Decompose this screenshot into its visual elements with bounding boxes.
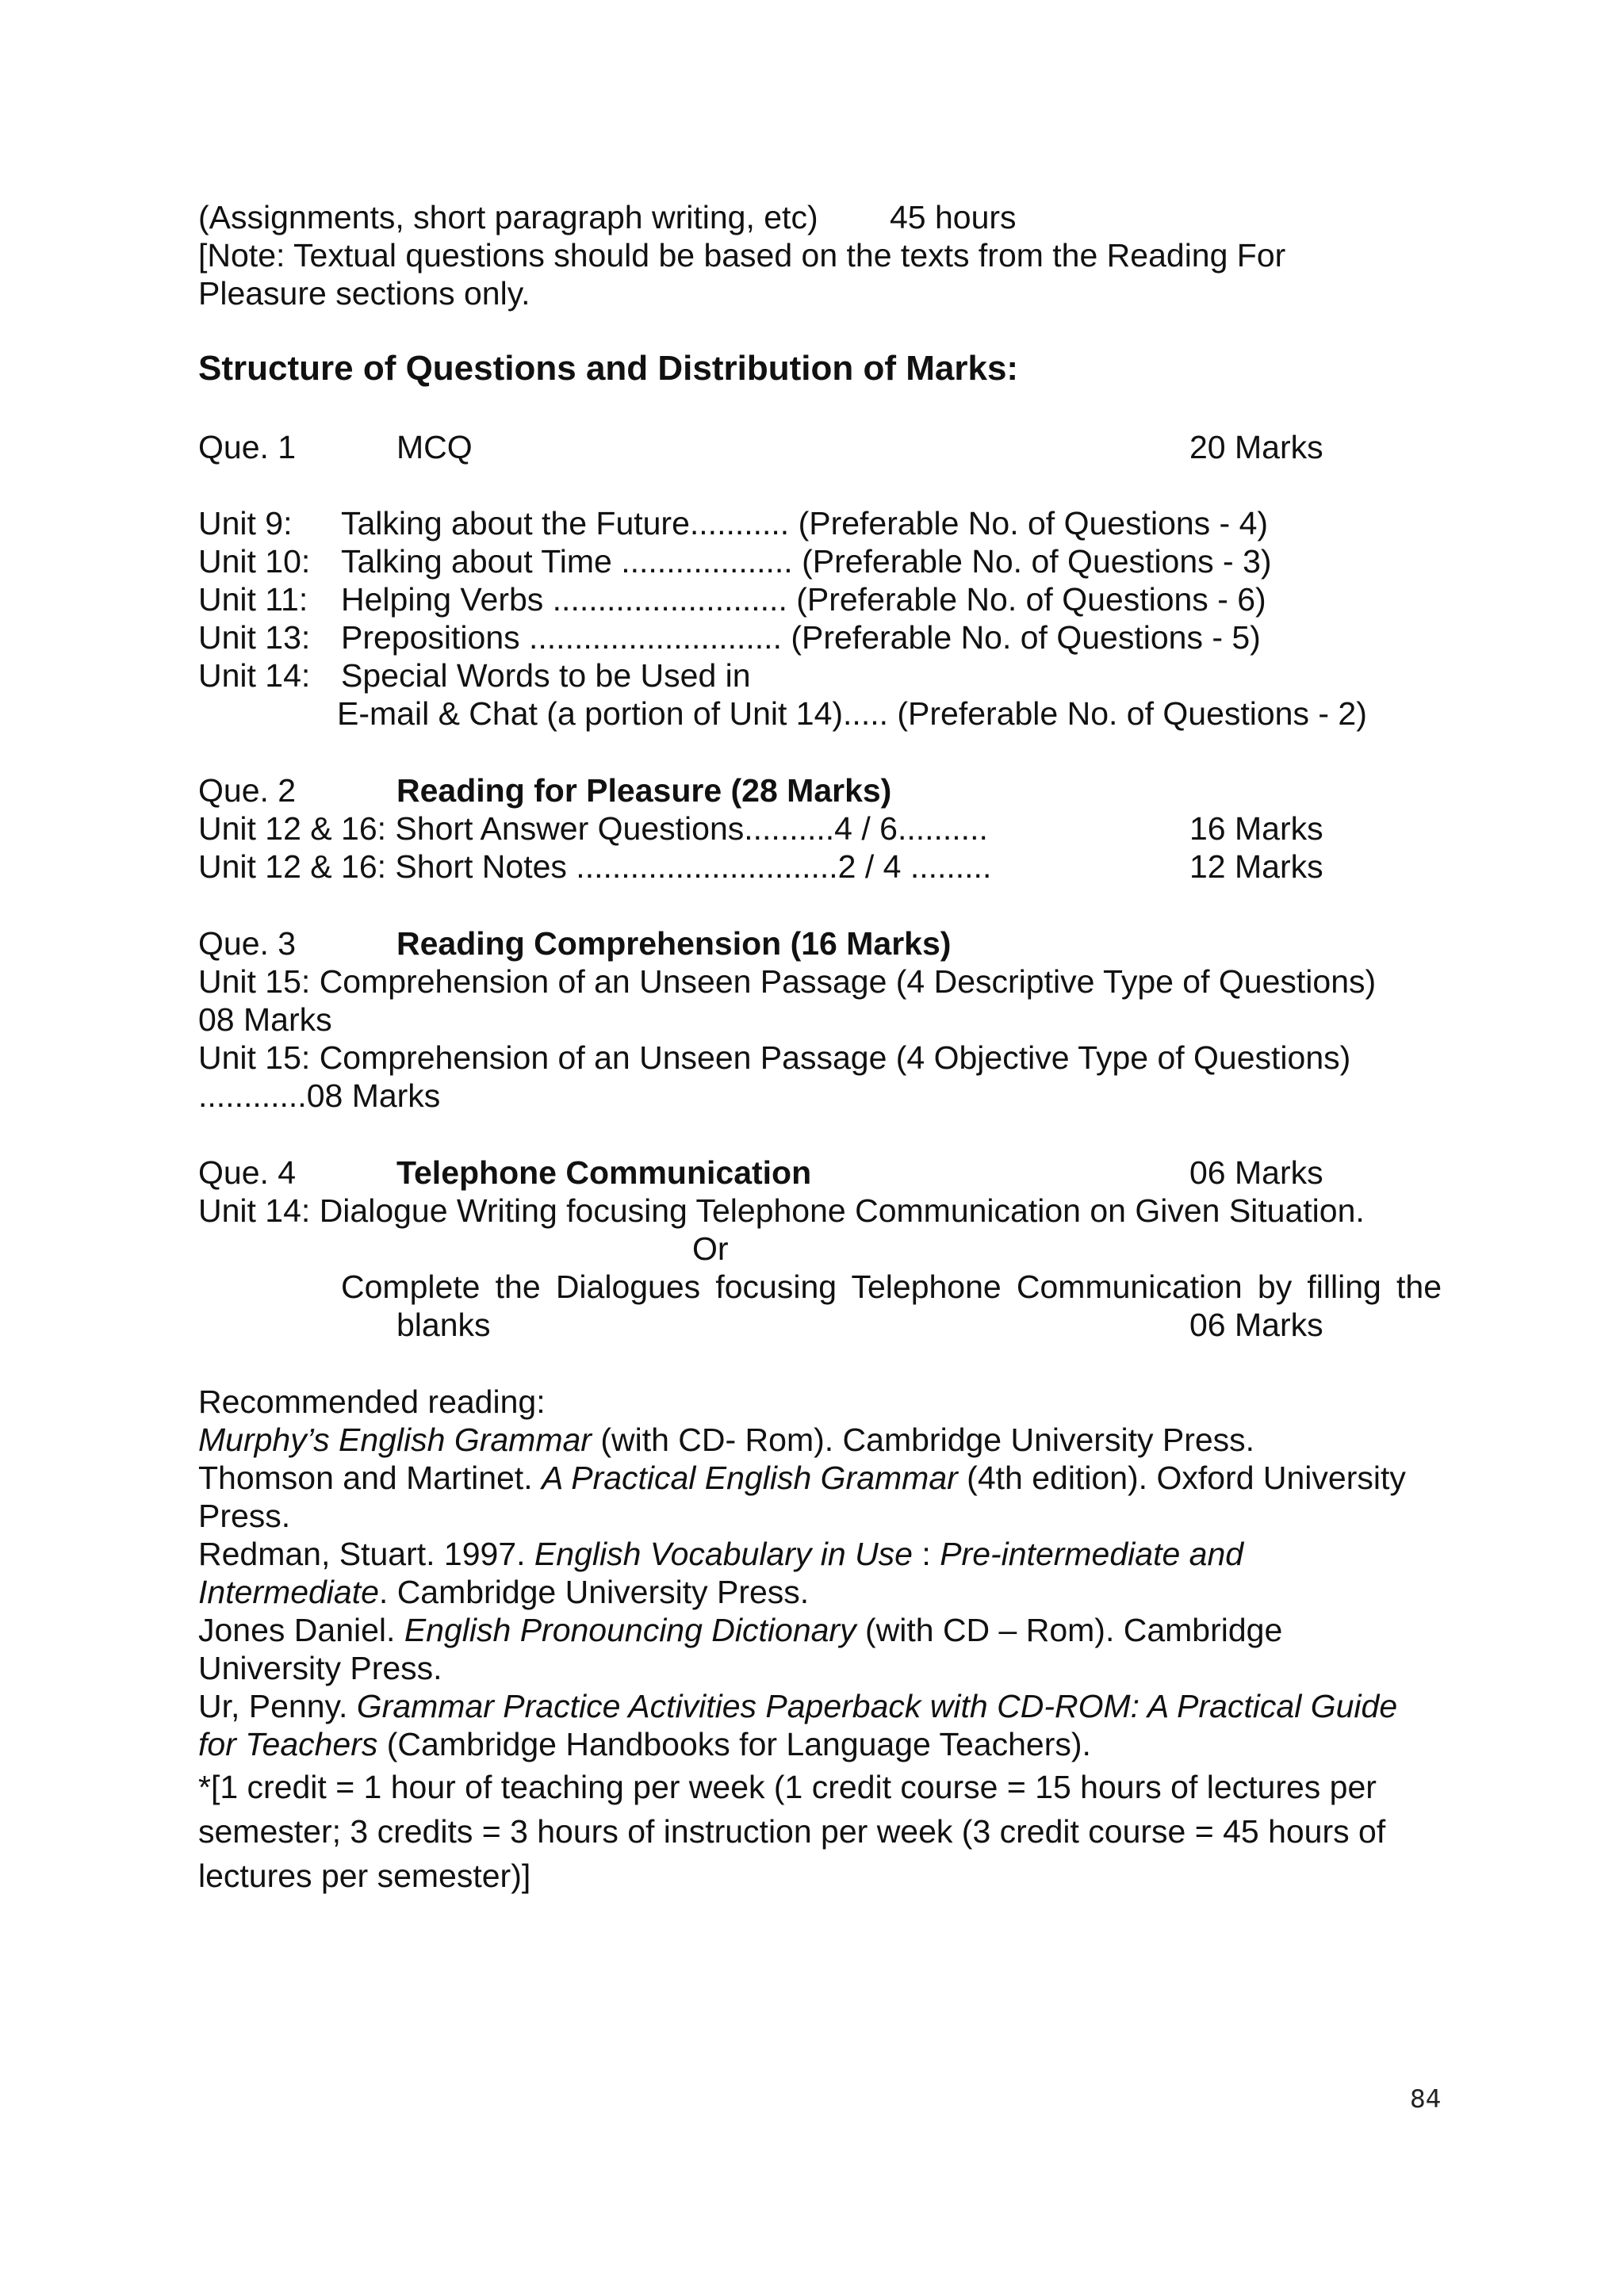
- book-title: Pre-intermediate and: [940, 1536, 1244, 1572]
- q4-or: Or: [692, 1230, 729, 1267]
- note-line-1: [Note: Textual questions should be based on the texts from the Reading For: [198, 237, 1286, 274]
- q3-line-2: Unit 15: Comprehension of an Unseen Passage (4 Objective Type of Questions): [198, 1039, 1351, 1076]
- q4-line-3: blanks: [396, 1307, 491, 1343]
- separator: :: [913, 1536, 940, 1572]
- book-title: English Vocabulary in Use: [534, 1536, 913, 1572]
- q1-unit-label: Unit 9:: [198, 505, 293, 541]
- q1-unit-text: Special Words to be Used in: [341, 657, 751, 694]
- q2-label: Que. 2: [198, 772, 297, 809]
- q1-unit-label: Unit 14:: [198, 657, 311, 694]
- q1-unit-label: Unit 13:: [198, 619, 311, 656]
- book-title: Intermediate: [198, 1574, 379, 1610]
- credit-line-1: *[1 credit = 1 hour of teaching per week (1 credit course = 15 hours of lectures per: [198, 1769, 1377, 1805]
- q3-line-1-marks: 08 Marks: [198, 1001, 332, 1038]
- q2-line-2: Unit 12 & 16: Short Notes .............................2 / 4 .........: [198, 848, 992, 885]
- q1-marks: 20 Marks: [1189, 429, 1323, 465]
- credit-line-3: lectures per semester)]: [198, 1858, 531, 1894]
- q2-line-2-marks: 12 Marks: [1189, 848, 1323, 885]
- book-author: Ur, Penny.: [198, 1688, 357, 1724]
- book-title: A Practical English Grammar: [541, 1460, 958, 1496]
- q1-title: MCQ: [396, 429, 473, 465]
- q1-unit-label: Unit 10:: [198, 543, 311, 580]
- q3-title: Reading Comprehension (16 Marks): [396, 925, 952, 962]
- reading-heading: Recommended reading:: [198, 1383, 546, 1420]
- q4-label: Que. 4: [198, 1154, 297, 1191]
- book-author: Thomson and Martinet.: [198, 1460, 542, 1496]
- q1-unit-text: Helping Verbs .......................... (Preferable No. of Questions - 6): [341, 581, 1266, 618]
- q2-line-1-marks: 16 Marks: [1189, 810, 1323, 847]
- q1-unit14-continued: E-mail & Chat (a portion of Unit 14)..... (Preferable No. of Questions - 2): [337, 695, 1367, 732]
- q4-marks: 06 Marks: [1189, 1154, 1323, 1191]
- book-details: . Cambridge University Press.: [378, 1574, 810, 1610]
- q4-title: Telephone Communication: [396, 1154, 812, 1191]
- book-title: for Teachers: [198, 1726, 378, 1762]
- reading-item-2: [198, 1459, 1406, 1497]
- book-details: (Cambridge Handbooks for Language Teachers).: [377, 1726, 1091, 1762]
- reading-item-4-cont: University Press.: [198, 1650, 442, 1686]
- q4-line-2: Complete the Dialogues focusing Telephone Communication by filling the: [341, 1269, 1442, 1305]
- book-details: (with CD- Rom). Cambridge University Press.: [591, 1422, 1255, 1458]
- book-author: Redman, Stuart. 1997.: [198, 1536, 534, 1572]
- q4-line-3-marks: 06 Marks: [1189, 1307, 1323, 1343]
- reading-item-5: [198, 1687, 1397, 1725]
- q1-unit-text: Talking about the Future........... (Preferable No. of Questions - 4): [341, 505, 1269, 541]
- assignments-hours: 45 hours: [890, 199, 1017, 235]
- book-title: English Pronouncing Dictionary: [404, 1612, 856, 1648]
- reading-item-3: [198, 1535, 1243, 1573]
- section-heading: Structure of Questions and Distribution of Marks:: [198, 349, 1019, 388]
- q3-label: Que. 3: [198, 925, 297, 962]
- assignments-text: (Assignments, short paragraph writing, etc): [198, 199, 818, 235]
- q3-line-1: Unit 15: Comprehension of an Unseen Passage (4 Descriptive Type of Questions): [198, 963, 1377, 1000]
- book-title: Grammar Practice Activities Paperback with CD-ROM: A Practical Guide: [356, 1688, 1398, 1724]
- q3-line-2-marks: ............08 Marks: [198, 1077, 441, 1114]
- q4-line-1: Unit 14: Dialogue Writing focusing Telephone Communication on Given Situation.: [198, 1192, 1365, 1229]
- q1-unit-text: Prepositions ............................ (Preferable No. of Questions - 5): [341, 619, 1261, 656]
- reading-item-2-cont: Press.: [198, 1498, 291, 1534]
- reading-item-1: [198, 1421, 1254, 1459]
- note-line-2: Pleasure sections only.: [198, 275, 530, 312]
- page-number: 84: [1410, 2085, 1442, 2114]
- reading-item-4: [198, 1611, 1282, 1649]
- q2-title: Reading for Pleasure (28 Marks): [396, 772, 892, 809]
- q1-unit-text: Talking about Time ................... (Preferable No. of Questions - 3): [341, 543, 1272, 580]
- book-details: (with CD – Rom). Cambridge: [856, 1612, 1283, 1648]
- q1-label: Que. 1: [198, 429, 297, 465]
- q2-line-1: Unit 12 & 16: Short Answer Questions..........4 / 6..........: [198, 810, 988, 847]
- reading-item-5-cont: [198, 1725, 1091, 1763]
- reading-item-3-cont: [198, 1573, 809, 1611]
- book-author: Jones Daniel.: [198, 1612, 404, 1648]
- book-title: Murphy’s English Grammar: [198, 1422, 592, 1458]
- book-details: (4th edition). Oxford University: [957, 1460, 1406, 1496]
- credit-line-2: semester; 3 credits = 3 hours of instruction per week (3 credit course = 45 hours of: [198, 1813, 1386, 1850]
- q1-unit-label: Unit 11:: [198, 581, 308, 618]
